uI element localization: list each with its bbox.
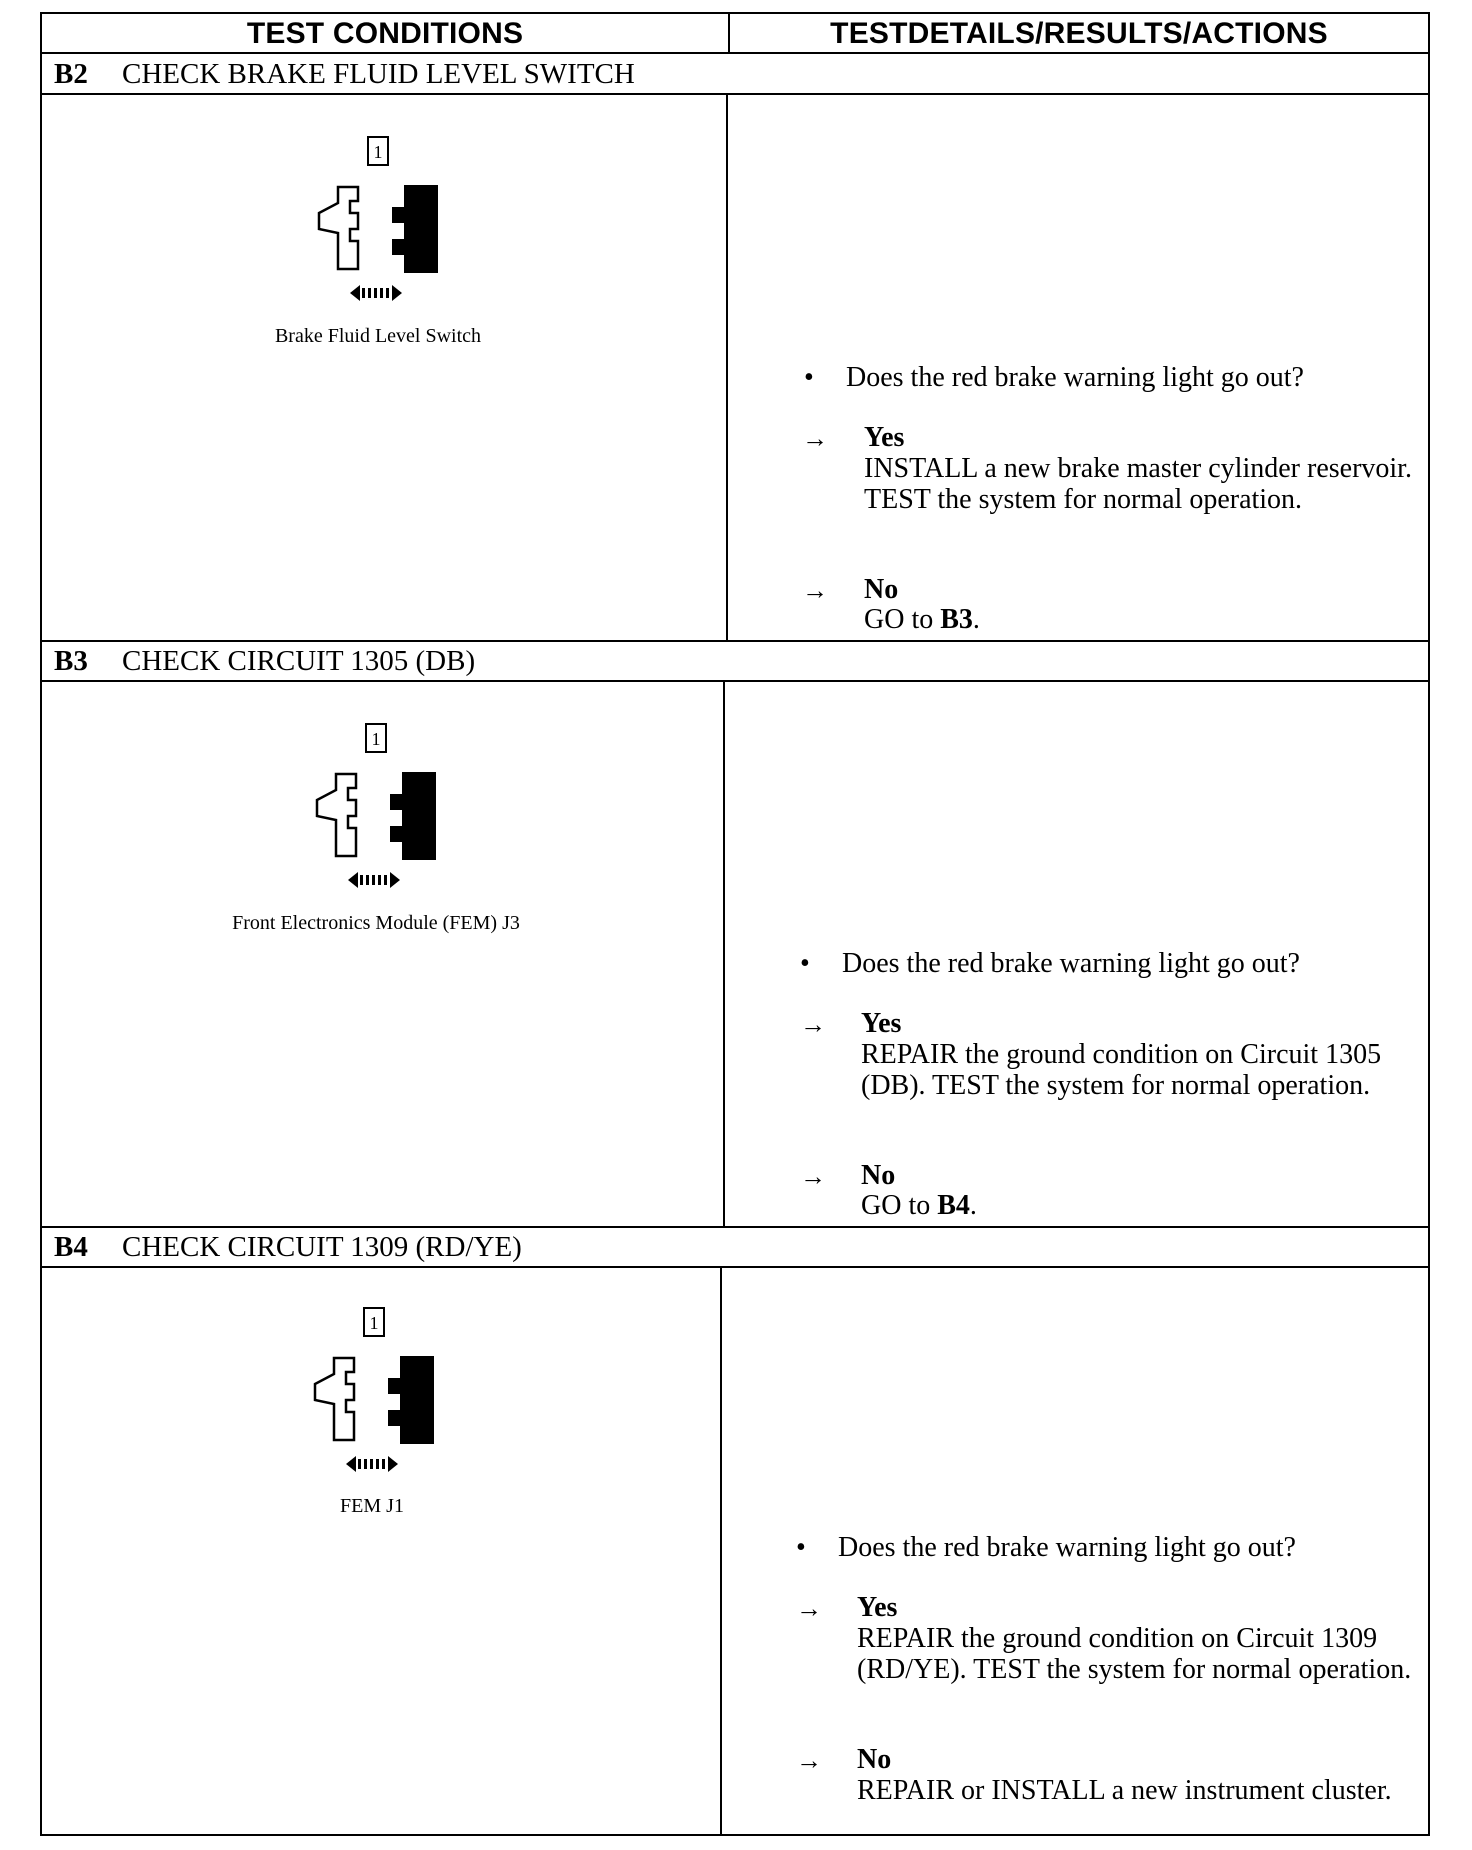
connector-pin-number: 1: [371, 729, 381, 749]
section-title-b3: [54, 642, 475, 680]
section-title-text: CHECK BRAKE FLUID LEVEL SWITCH: [122, 57, 635, 90]
connector-label-b4: FEM J1: [340, 1495, 404, 1517]
question-text: Does the red brake warning light go out?: [842, 948, 1300, 979]
b4-title-bottom-border: [40, 1266, 1430, 1268]
no-arrow-icon: →: [802, 576, 828, 605]
connector-pin-number: 1: [369, 1313, 379, 1333]
question-b4: [796, 1532, 1296, 1564]
b3-column-divider: [723, 680, 725, 1228]
section-code: B3: [54, 644, 88, 677]
section-code: B4: [54, 1230, 88, 1263]
yes-label-b2: Yes: [864, 422, 905, 453]
yes-arrow-icon: →: [802, 424, 828, 453]
no-arrow-icon: →: [796, 1746, 822, 1775]
yes-label-b4: Yes: [857, 1592, 898, 1623]
question-b2: [804, 362, 1304, 394]
bullet-icon: •: [800, 948, 810, 979]
goto-step-b4: B4: [937, 1190, 970, 1221]
connector-diagram-b4: [306, 1306, 446, 1478]
no-arrow-icon: →: [800, 1162, 826, 1191]
header-test-details: TESTDETAILS/RESULTS/ACTIONS: [830, 17, 1328, 50]
question-text: Does the red brake warning light go out?: [838, 1532, 1296, 1563]
section-code: B2: [54, 57, 88, 90]
table-bottom-border: [40, 1834, 1430, 1836]
b3-title-bottom-border: [40, 680, 1430, 682]
no-label-b3: No: [861, 1160, 896, 1191]
bullet-icon: •: [796, 1532, 806, 1563]
bullet-icon: •: [804, 362, 814, 393]
no-label-b4: No: [857, 1744, 892, 1775]
connector-label-b3: Front Electronics Module (FEM) J3: [232, 912, 520, 934]
no-text-b3: GO to B4.: [861, 1190, 977, 1221]
no-text-b4: REPAIR or INSTALL a new instrument cluster.: [857, 1775, 1392, 1806]
table-right-border: [1428, 12, 1430, 1836]
section-title-b4: [54, 1228, 522, 1266]
question-b3: [800, 948, 1300, 980]
yes-text-b4: REPAIR the ground condition on Circuit 1309 (RD/YE). TEST the system for normal operation.: [857, 1623, 1412, 1685]
section-title-text: CHECK CIRCUIT 1309 (RD/YE): [122, 1230, 522, 1263]
section-title-b2: [54, 55, 635, 93]
goto-step-b3: B3: [940, 604, 973, 635]
header-test-conditions: TEST CONDITIONS: [246, 17, 524, 50]
connector-diagram-b3: [308, 722, 448, 894]
connector-pin-number: 1: [373, 142, 383, 162]
connector-label-b2: Brake Fluid Level Switch: [274, 325, 482, 347]
b4-column-divider: [720, 1266, 722, 1836]
section-title-text: CHECK CIRCUIT 1305 (DB): [122, 644, 476, 677]
yes-label-b3: Yes: [861, 1008, 902, 1039]
yes-arrow-icon: →: [796, 1594, 822, 1623]
question-text: Does the red brake warning light go out?: [846, 362, 1304, 393]
connector-diagram-b2: [310, 135, 450, 307]
b2-column-divider: [726, 93, 728, 642]
yes-text-b2: INSTALL a new brake master cylinder reservoir. TEST the system for normal operation.: [864, 453, 1412, 515]
yes-arrow-icon: →: [800, 1010, 826, 1039]
b2-title-bottom-border: [40, 93, 1430, 95]
table-left-border: [40, 12, 42, 1836]
no-text-b2: GO to B3.: [864, 604, 980, 635]
no-label-b2: No: [864, 574, 899, 605]
yes-text-b3: REPAIR the ground condition on Circuit 1305 (DB). TEST the system for normal operation.: [861, 1039, 1382, 1101]
